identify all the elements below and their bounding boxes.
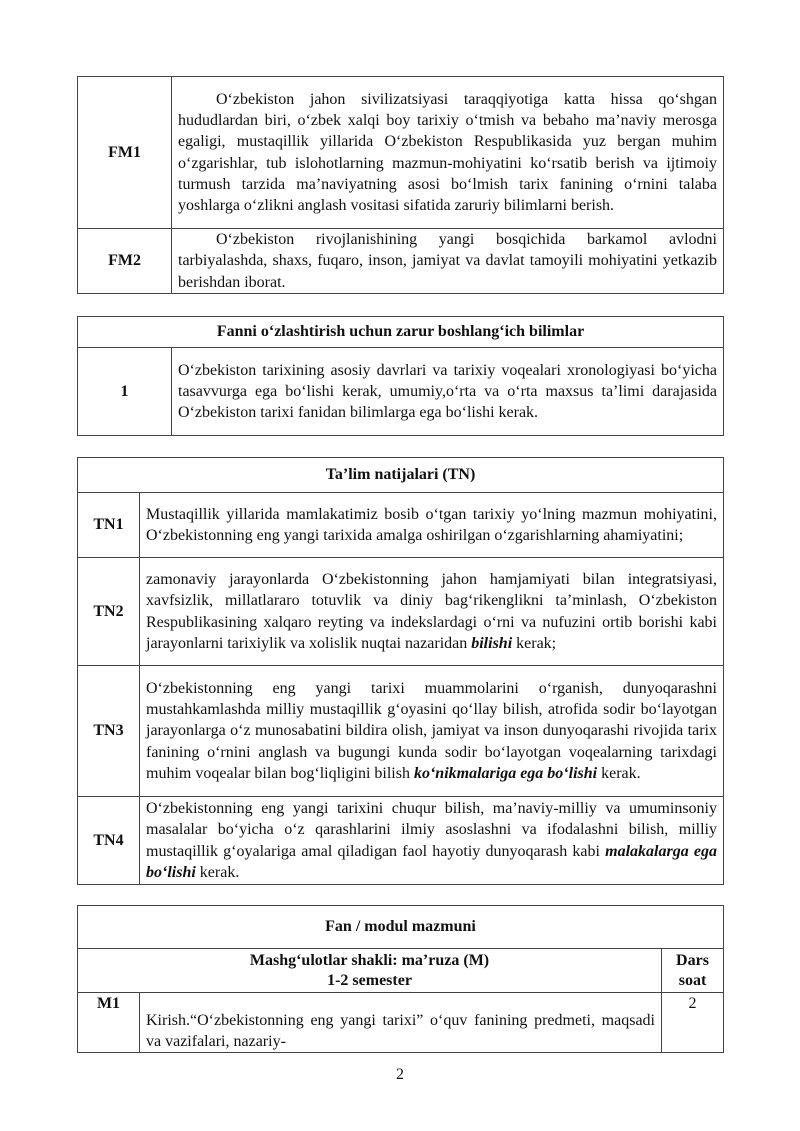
hours-label-line2: soat — [678, 971, 707, 989]
outcome-text-main: O‘zbekistonning eng yangi tarixini chuqur bilish, ma’naviy-milliy va umuminsoniy masalalar bo‘yicha o‘z qarashlarini ilmiy asoslashni va ifodalashni bilish, milliy mustaqillik g‘oyalariga amal qiladigan faol hayotiy dunyoqarash kabi — [146, 800, 717, 860]
module-code: M1 — [78, 993, 140, 1053]
table-row — [78, 666, 724, 797]
outcome-text — [140, 558, 724, 666]
table-header-row — [78, 317, 724, 348]
content-title: Fan / modul mazmuni — [78, 906, 724, 949]
prereq-title: Fanni o‘zlashtirish uchun zarur boshlang‘ich bilimlar — [78, 317, 724, 348]
prereq-text: O‘zbekiston tarixining asosiy davrlari va tarixiy voqealari xronologiyasi bo‘yicha tasavvurga ega bo‘lishi kerak, umumiy,o‘rta va o‘rta maxsus ta’limi darajasida O‘zbekiston tarixi fanidan bilimlarga ega bo‘lishi kerak. — [172, 348, 724, 436]
page-number: 2 — [396, 1066, 404, 1083]
outcome-text-main: Mustaqillik yillarida mamlakatimiz bosib o‘tgan tarixiy yo‘lning mazmun mohiyatini, O‘zbekistonning eng yangi tarixida amalga oshirilgan o‘zgarishlarning ahamiyatini; — [146, 505, 717, 544]
table-subheader-row — [78, 949, 724, 993]
outcome-code: TN1 — [78, 493, 140, 558]
outcome-emphasis: bilishi — [471, 634, 513, 652]
outcome-text-tail: kerak; — [512, 634, 557, 652]
module-hours: 2 — [662, 993, 724, 1053]
prereq-code: 1 — [78, 348, 172, 436]
goal-code: FM1 — [78, 77, 172, 229]
goals-table — [77, 76, 724, 294]
table-row — [78, 558, 724, 666]
module-text: Kirish.“O‘zbekistonning eng yangi tarixi” o‘quv fanining predmeti, maqsadi va vazifalari, nazariy- — [140, 993, 662, 1053]
goal-text: O‘zbekiston rivojlanishining yangi bosqichida barkamol avlodni tarbiyalashda, shaxs, fuqaro, inson, jamiyat va davlat tamoyili mohiyatini yetkazib berishdan iborat. — [172, 229, 724, 294]
outcome-emphasis: malakalarga ega bo‘lishi — [146, 842, 718, 881]
table-row — [78, 77, 724, 229]
outcome-code: TN3 — [78, 666, 140, 797]
outcome-text-main: O‘zbekistonning eng yangi tarixi muammolarini o‘rganish, dunyoqarashni mustahkamlashda milliy mustaqillik g‘oyasini qo‘llay bilish, atrofida sodir bo‘layotgan jarayonlarga o‘z munosabatini bildira olish, jamiyat va inson dunyoqarashi rivojida tarix fanining o‘rnini anglash va bugungi kunda sodir bo‘layotgan voqealarning tarixdagi muhim voqealar bilan bog‘liqligini bilish — [146, 679, 717, 782]
outcomes-title: Ta’lim natijalari (TN) — [78, 458, 724, 493]
outcome-code: TN4 — [78, 797, 140, 885]
outcome-text-main: zamonaviy jarayonlarda O‘zbekistonning jahon hamjamiyati bilan integratsiyasi, xavfsizlik, millatlararo totuvlik va diniy bag‘rikenglikni ta’minlash, O‘zbekiston Respublikasining xalqaro reyting va indekslardagi o‘rni va nufuzini ortib borishi kabi jarayonlarni tarixiylik va xolislik nuqtai nazaridan — [146, 571, 717, 652]
table-header-row — [78, 458, 724, 493]
outcome-text-tail: kerak. — [597, 764, 641, 782]
goal-code: FM2 — [78, 229, 172, 294]
semester-label: 1-2 semester — [327, 971, 412, 989]
outcomes-table — [77, 457, 724, 885]
outcome-emphasis: ko‘nikmalariga ega bo‘lishi — [413, 764, 598, 782]
outcome-text — [140, 493, 724, 558]
hours-label-line1: Dars — [676, 951, 709, 969]
outcome-text-tail: kerak. — [195, 863, 240, 881]
lesson-form-heading — [78, 949, 662, 993]
outcome-code: TN2 — [78, 558, 140, 666]
goal-text: O‘zbekiston jahon sivilizatsiyasi taraqqiyotiga katta hissa qo‘shgan hududlardan biri, o‘zbek xalqi boy tarixiy o‘tmish va bebaho ma’naviy merosga egaligi, mustaqillik yillarida O‘zbekiston Respublikasida yuz bergan muhim o‘zgarishlar, tub islohotlarning mazmun-mohiyatini ko‘rsatib berish va ijtimoiy turmush tarzida ma’naviyatning asosi bo‘lmish tarix fanining o‘rnini talaba yoshlarga o‘zlikni anglash vositasi sifatida zaruriy bilimlarni berish. — [172, 77, 724, 229]
hours-heading — [662, 949, 724, 993]
outcome-text — [140, 797, 724, 885]
table-row — [78, 348, 724, 436]
table-row — [78, 797, 724, 885]
table-row — [78, 229, 724, 294]
table-row — [78, 493, 724, 558]
prereq-table — [77, 316, 724, 436]
outcome-text — [140, 666, 724, 797]
table-header-row — [78, 906, 724, 949]
lesson-form-label: Mashg‘ulotlar shakli: ma’ruza (M) — [249, 951, 490, 969]
content-table — [77, 905, 724, 1053]
table-row — [78, 993, 724, 1053]
